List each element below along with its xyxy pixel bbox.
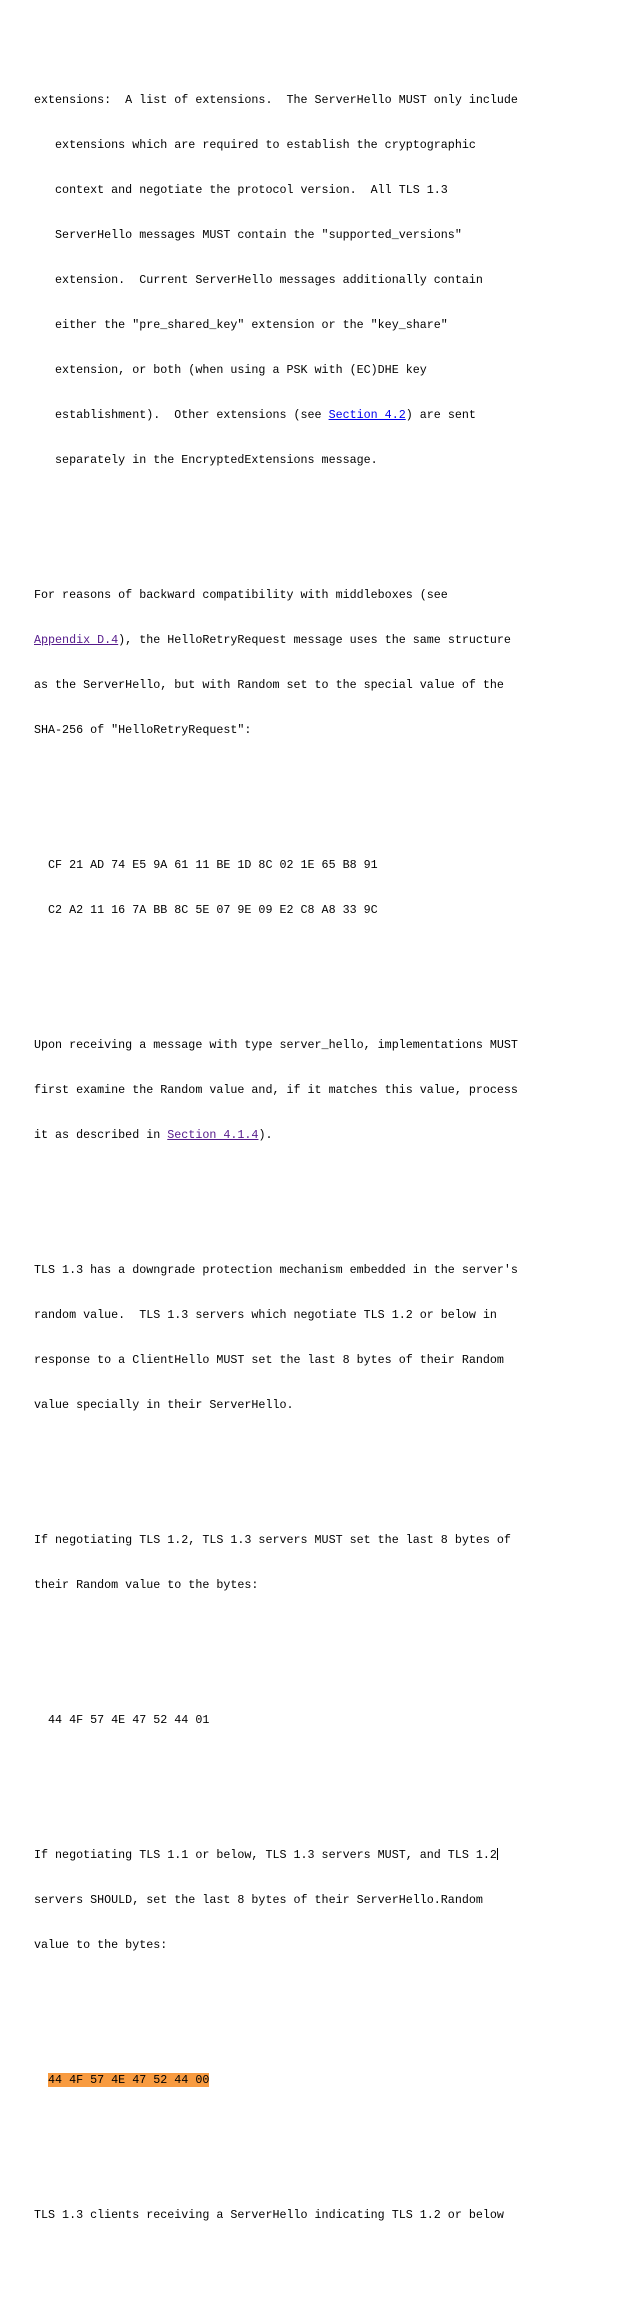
hex-line: CF 21 AD 74 E5 9A 61 11 BE 1D 8C 02 1E 65 B8 91 [34, 858, 378, 872]
find-highlight: 44 4F 57 4E 47 52 44 00 [48, 2073, 210, 2087]
text-line: For reasons of backward compatibility with middleboxes (see [34, 588, 448, 602]
text-line: SHA-256 of "HelloRetryRequest": [34, 723, 252, 737]
text-line: extension, or both (when using a PSK with (EC)DHE key [34, 363, 427, 377]
hex-block-downgrade-01 [34, 1683, 618, 1758]
text-line: response to a ClientHello MUST set the last 8 bytes of their Random [34, 1353, 504, 1367]
paragraph-server-hello-receipt [34, 1008, 618, 1173]
hex-line: C2 A2 11 16 7A BB 8C 5E 07 9E 09 E2 C8 A8 33 9C [34, 903, 378, 917]
paragraph-tls12-negotiation [34, 1503, 618, 1623]
text-segment: it as described in [34, 1128, 168, 1142]
text-line: separately in the EncryptedExtensions message. [34, 453, 378, 467]
paragraph-downgrade-protection [34, 1233, 618, 1443]
text-segment: ). [258, 1128, 273, 1142]
link-section-4-2[interactable]: Section 4.2 [328, 408, 406, 422]
text-caret [497, 1848, 498, 1860]
text-line: TLS 1.3 has a downgrade protection mechanism embedded in the server's [34, 1263, 518, 1277]
text-line [34, 1848, 618, 1863]
text-line: random value. TLS 1.3 servers which negotiate TLS 1.2 or below in [34, 1308, 497, 1322]
paragraph-tls11-negotiation [34, 1818, 618, 1983]
text-line: context and negotiate the protocol version. All TLS 1.3 [34, 183, 448, 197]
hex-block-downgrade-00 [34, 2043, 618, 2118]
hex-line: 44 4F 57 4E 47 52 44 01 [34, 1713, 210, 1727]
text-line: extension. Current ServerHello messages additionally contain [34, 273, 483, 287]
hex-line [34, 2073, 618, 2088]
paragraph-client-check [34, 2178, 618, 2253]
text-line: servers SHOULD, set the last 8 bytes of their ServerHello.Random [34, 1893, 483, 1907]
text-line: value specially in their ServerHello. [34, 1398, 294, 1412]
text-segment: ), the HelloRetryRequest message uses the same structure [118, 633, 511, 647]
text-segment: If negotiating TLS 1.1 or below, TLS 1.3 servers MUST, and TLS 1.2 [34, 1848, 497, 1862]
text-line: their Random value to the bytes: [34, 1578, 259, 1592]
text-line: as the ServerHello, but with Random set to the special value of the [34, 678, 504, 692]
text-line: TLS 1.3 clients receiving a ServerHello indicating TLS 1.2 or below [34, 2208, 504, 2222]
text-segment: establishment). Other extensions (see [34, 408, 329, 422]
text-line: extensions: A list of extensions. The ServerHello MUST only include [34, 93, 518, 107]
text-line: first examine the Random value and, if it matches this value, process [34, 1083, 518, 1097]
text-line: either the "pre_shared_key" extension or the "key_share" [34, 318, 448, 332]
link-appendix-d-4[interactable]: Appendix D.4 [34, 633, 119, 647]
text-segment [34, 2073, 48, 2087]
text-line: If negotiating TLS 1.2, TLS 1.3 servers MUST set the last 8 bytes of [34, 1533, 511, 1547]
text-line [34, 633, 618, 648]
text-segment: ) are sent [405, 408, 476, 422]
text-line: ServerHello messages MUST contain the "supported_versions" [34, 228, 462, 242]
hex-block-hrr-random [34, 828, 618, 948]
text-line [34, 1128, 618, 1143]
text-line: extensions which are required to establish the cryptographic [34, 138, 476, 152]
text-line: value to the bytes: [34, 1938, 168, 1952]
paragraph-extensions [34, 63, 618, 498]
link-section-4-1-4[interactable]: Section 4.1.4 [167, 1128, 259, 1142]
text-line: Upon receiving a message with type server_hello, implementations MUST [34, 1038, 518, 1052]
paragraph-middlebox-compat [34, 558, 618, 768]
text-line [34, 408, 618, 423]
